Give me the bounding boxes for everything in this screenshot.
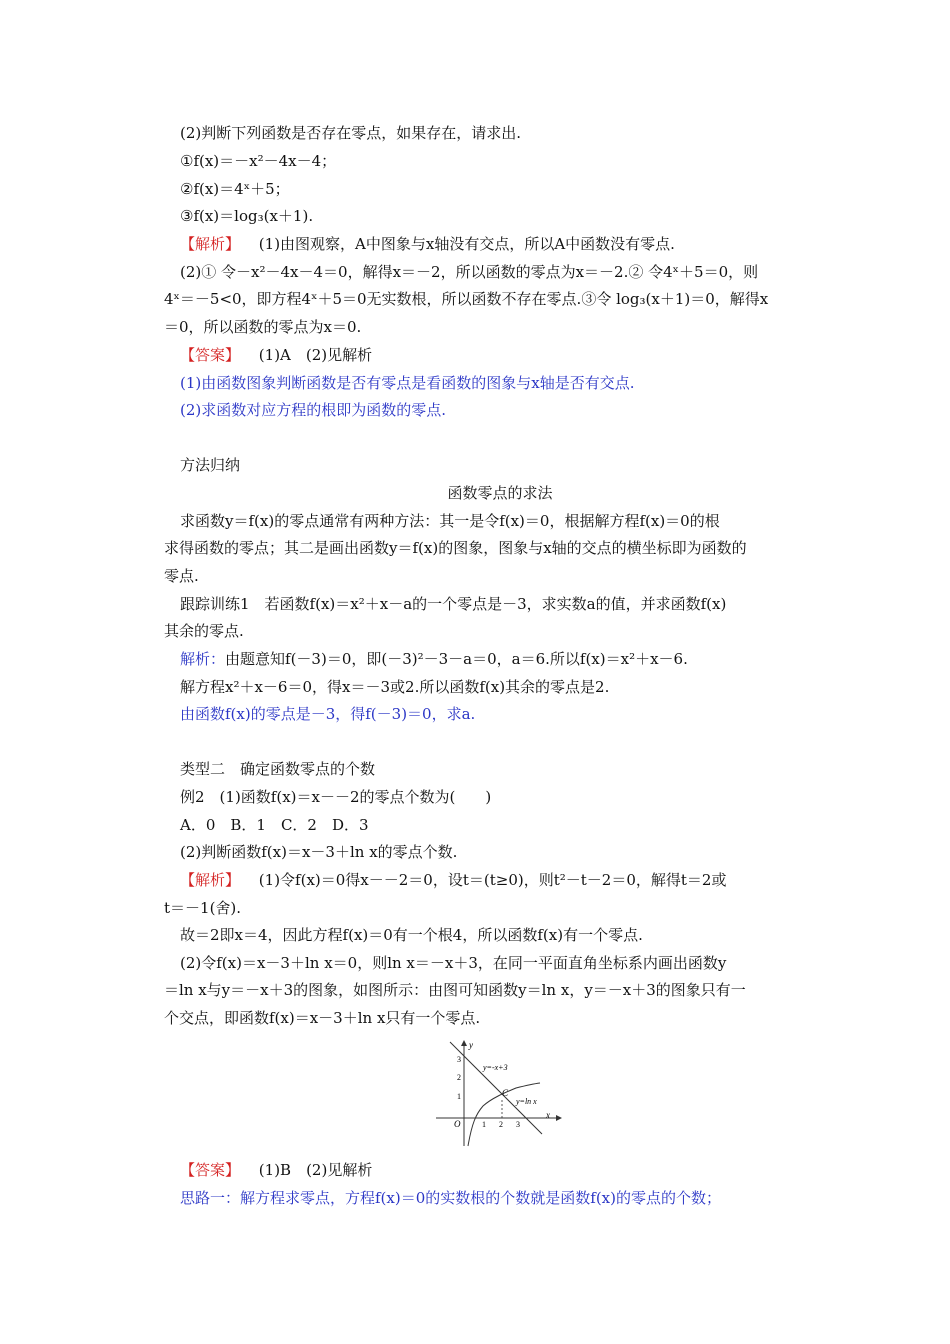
solution-line-1	[180, 231, 675, 258]
answer-text: (1)A (2)见解析	[258, 346, 373, 364]
answer-line	[180, 342, 372, 369]
training-question-1: 跟踪训练1 若函数f(x)＝x²＋x－a的一个零点是－3，求实数a的值，并求函数f(x)	[180, 595, 727, 613]
x-tick-3: 3	[516, 1120, 520, 1129]
x-tick-2: 2	[499, 1120, 503, 1129]
example-2-answer-line	[180, 1157, 372, 1184]
note-2: (2)求函数对应方程的根即为函数的零点.	[180, 401, 447, 419]
answer-tag: 【答案】	[180, 346, 241, 364]
example-2-solution-1	[180, 867, 726, 894]
method-title: 函数零点的求法	[447, 484, 553, 502]
example-2-answer-text: (1)B (2)见解析	[258, 1161, 373, 1179]
method-heading: 方法归纳	[180, 456, 241, 474]
training-solution-text: 由题意知f(－3)＝0，即(－3)²－3－a＝0，a＝6.所以f(x)＝x²＋x－6.	[225, 650, 688, 668]
method-paragraph-2: 求得函数的零点；其二是画出函数y＝f(x)的图象，图象与x轴的交点的横坐标即为函数的	[164, 539, 747, 557]
training-solution-tag: 解析：	[180, 650, 226, 668]
solution-tag: 【解析】	[180, 235, 241, 253]
function-2: ②f(x)＝4ˣ＋5；	[180, 180, 290, 198]
x-axis-label: x	[546, 1110, 550, 1120]
y-tick-3: 3	[457, 1055, 461, 1064]
note-1: (1)由函数图象判断函数是否有零点是看函数的图象与x轴是否有交点.	[180, 374, 635, 392]
example-2-options: A．0 B．1 C．2 D．3	[180, 816, 369, 834]
example-2-solution-text: (1)令f(x)＝0得x－－2＝0，设t＝(t≥0)，则t²－t－2＝0，解得t＝2或	[258, 871, 727, 889]
example-2-solution-1c: 故＝2即x＝4，因此方程f(x)＝0有一个根4，所以函数f(x)有一个零点.	[180, 926, 643, 944]
example-2: 例2 (1)函数f(x)＝x－－2的零点个数为( )	[180, 788, 492, 806]
log-label: y=ln x	[516, 1097, 537, 1106]
approach-one: 思路一：解方程求零点，方程f(x)＝0的实数根的个数就是函数f(x)的零点的个数；	[180, 1189, 721, 1207]
question-2-text: (2)判断下列函数是否存在零点，如果存在，请求出.	[180, 124, 522, 142]
example-2-solution-2b: ＝ln x与y＝－x＋3的图象，如图所示：由图可知函数y＝ln x，y＝－x＋3的图象只有一	[164, 981, 746, 999]
y-tick-2: 2	[457, 1073, 461, 1082]
function-1: ①f(x)＝－x²－4x－4；	[180, 152, 337, 170]
function-graph-figure	[428, 1038, 568, 1150]
method-paragraph-1: 求函数y＝f(x)的零点通常有两种方法：其一是令f(x)＝0，根据解方程f(x)＝0的根	[180, 512, 720, 530]
y-axis-arrow	[461, 1040, 467, 1046]
solution-text-1: (1)由图观察，A中图象与x轴没有交点，所以A中函数没有零点.	[258, 235, 675, 253]
line-label: y=-x+3	[483, 1063, 508, 1072]
example-2-solution-2a: (2)令f(x)＝x－3＋ln x＝0，则ln x＝－x＋3，在同一平面直角坐标系内画出函数y	[180, 954, 727, 972]
example-2-solution-2c: 个交点，即函数f(x)＝x－3＋ln x只有一个零点.	[164, 1009, 481, 1027]
training-solution-1	[180, 646, 688, 673]
method-paragraph-3: 零点.	[164, 567, 199, 585]
example-2-answer-tag: 【答案】	[180, 1161, 241, 1179]
y-tick-1: 1	[457, 1092, 461, 1101]
x-axis-arrow	[556, 1115, 562, 1121]
solution-2-line-1: (2)① 令－x²－4x－4＝0，解得x＝－2，所以函数的零点为x＝－2.② 令4ˣ＋5＝0，则	[180, 263, 759, 281]
type2-heading: 类型二 确定函数零点的个数	[180, 760, 376, 778]
function-3: ③f(x)＝log₃(x＋1).	[180, 207, 314, 225]
training-question-2: 其余的零点.	[164, 622, 244, 640]
solution-2-line-2: 4ˣ＝－5<0，即方程4ˣ＋5＝0无实数根，所以函数不存在零点.③令 log₃(x＋1)＝0，解得x	[164, 290, 769, 308]
y-axis-label: y	[469, 1040, 473, 1050]
solution-2-line-3: ＝0，所以函数的零点为x＝0.	[164, 318, 362, 336]
origin-label: O	[454, 1119, 461, 1129]
example-2-solution-1b: t＝－1(舍).	[164, 899, 242, 917]
training-solution-2: 解方程x²＋x－6＝0，得x＝－3或2.所以函数f(x)其余的零点是2.	[180, 678, 610, 696]
x-tick-1: 1	[482, 1120, 486, 1129]
training-hint: 由函数f(x)的零点是－3，得f(－3)＝0，求a.	[180, 705, 476, 723]
intersection-label: C	[502, 1088, 509, 1098]
example-2-solution-tag: 【解析】	[180, 871, 241, 889]
example-2-question-2: (2)判断函数f(x)＝x－3＋ln x的零点个数.	[180, 843, 458, 861]
